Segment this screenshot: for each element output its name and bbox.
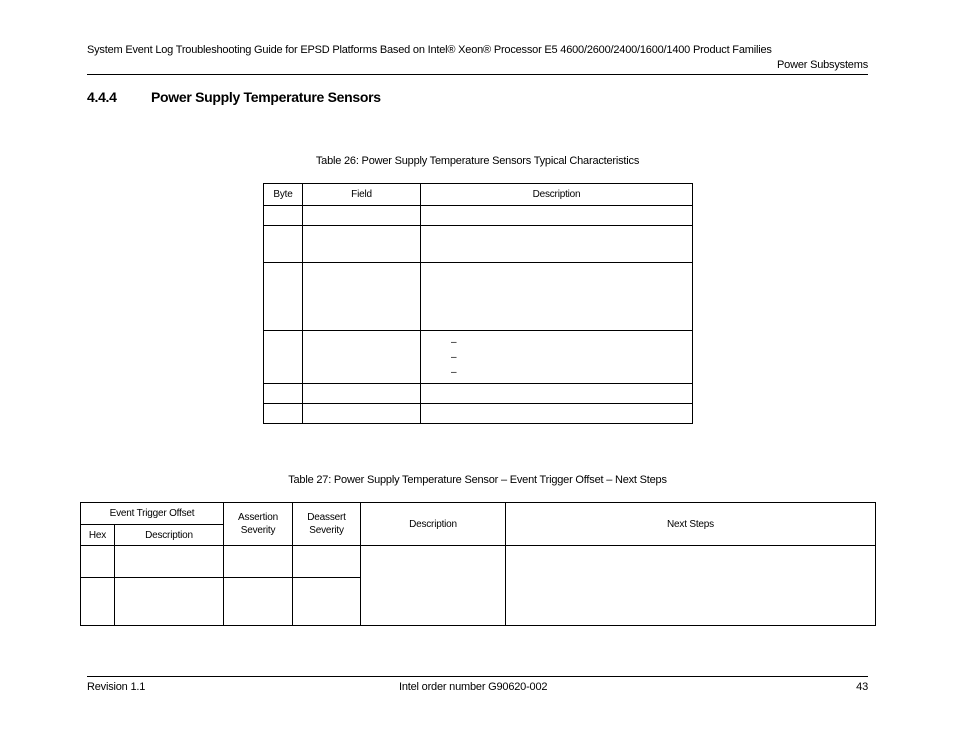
document-header-title: System Event Log Troubleshooting Guide for EPSD Platforms Based on Intel® Xeon® Processor E5 4600/2600/2400/1600/1400 Product Families bbox=[87, 44, 772, 56]
table-27-header-hex: Hex bbox=[81, 525, 115, 546]
footer-divider bbox=[87, 676, 868, 677]
table-27-header-event-trigger-offset: Event Trigger Offset bbox=[81, 503, 224, 525]
header-divider bbox=[87, 74, 868, 75]
table-26-header-byte: Byte bbox=[264, 184, 303, 206]
table-row bbox=[264, 404, 693, 424]
footer-order-number: Intel order number G90620-002 bbox=[399, 681, 548, 693]
section-title: Power Supply Temperature Sensors bbox=[151, 89, 381, 105]
dash-item: – bbox=[451, 351, 457, 363]
table-26-header-field: Field bbox=[303, 184, 421, 206]
footer-revision: Revision 1.1 bbox=[87, 681, 146, 693]
table-row bbox=[264, 206, 693, 226]
dash-item: – bbox=[451, 366, 457, 378]
footer-page-number: 43 bbox=[856, 681, 868, 693]
table-26 bbox=[263, 183, 693, 424]
document-header-section: Power Subsystems bbox=[777, 59, 868, 71]
table-27-caption: Table 27: Power Supply Temperature Sensor – Event Trigger Offset – Next Steps bbox=[288, 474, 667, 486]
table-27-header-next-steps: Next Steps bbox=[506, 503, 876, 546]
table-row bbox=[264, 384, 693, 404]
table-26-caption: Table 26: Power Supply Temperature Sensors Typical Characteristics bbox=[315, 155, 640, 167]
section-number: 4.4.4 bbox=[87, 89, 117, 105]
table-27-header-description: Description bbox=[361, 503, 506, 546]
dash-list-cell bbox=[421, 331, 693, 384]
table-row bbox=[264, 263, 693, 331]
table-27-header-assertion-severity: Assertion Severity bbox=[224, 503, 293, 546]
section-heading bbox=[87, 89, 381, 105]
table-26-header-description: Description bbox=[421, 184, 693, 206]
table-row bbox=[264, 226, 693, 263]
table-row bbox=[264, 331, 693, 384]
table-row bbox=[81, 546, 876, 578]
table-27-header-offset-description: Description bbox=[115, 525, 224, 546]
table-27-header-deassert-severity: Deassert Severity bbox=[293, 503, 361, 546]
table-27 bbox=[80, 502, 876, 626]
dash-item: – bbox=[451, 336, 457, 348]
